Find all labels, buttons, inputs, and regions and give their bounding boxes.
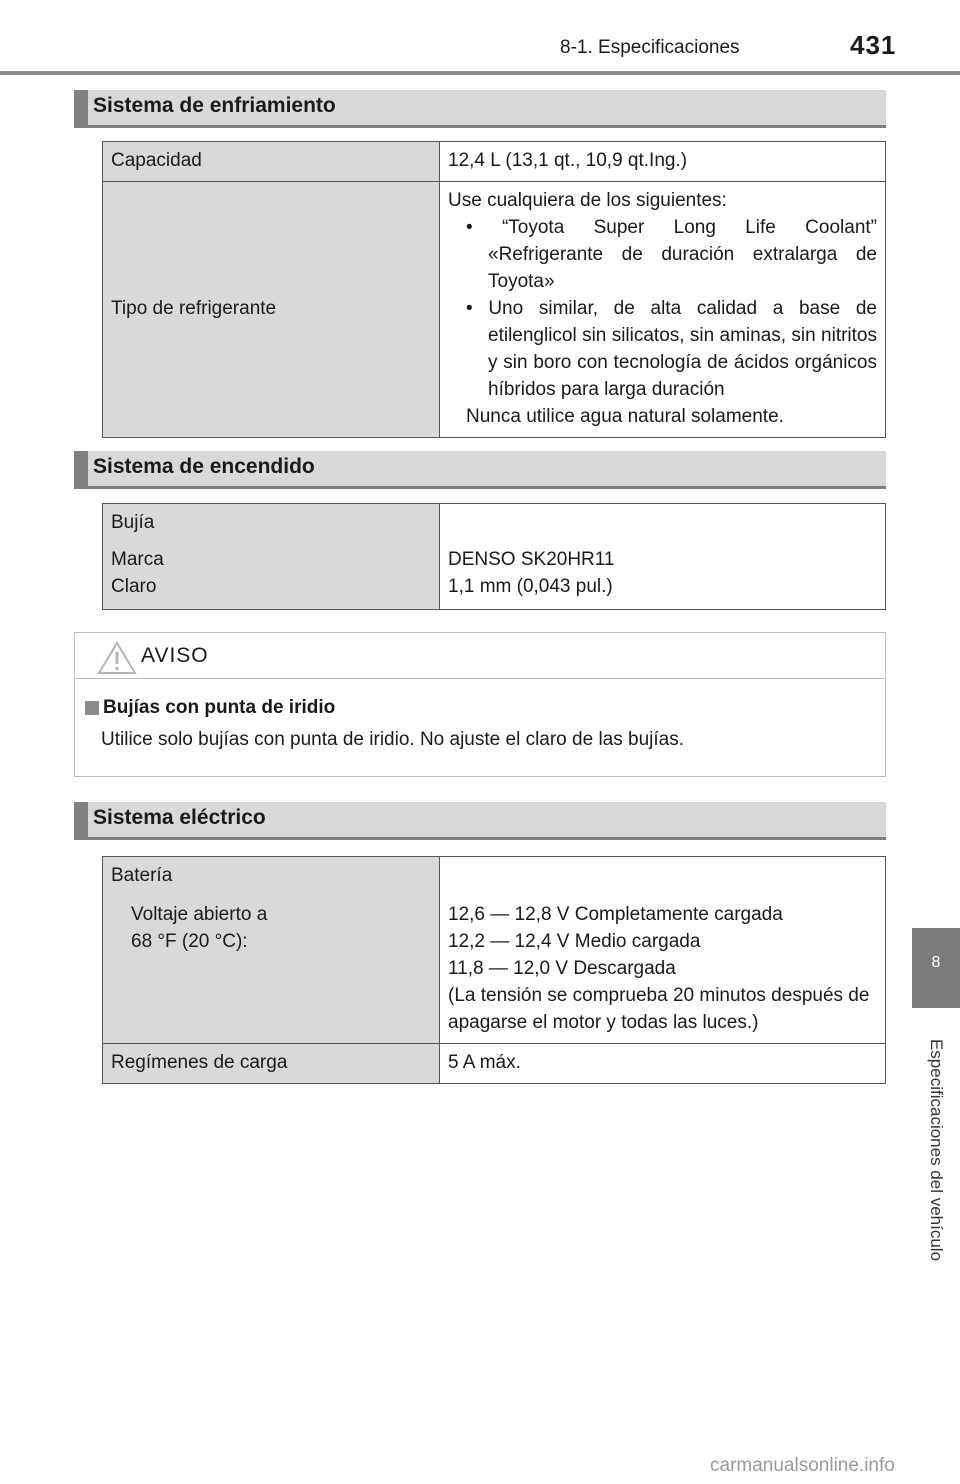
battery-cell	[103, 857, 440, 1044]
voltage-label-1: Voltaje abierto a	[131, 904, 268, 925]
voltage-line-1: 12,6 — 12,8 V Completamente cargada	[448, 904, 783, 925]
spark-plug-label: Bujía	[111, 512, 155, 533]
ignition-heading	[74, 451, 886, 489]
table-row	[103, 504, 886, 610]
warning-title: AVISO	[141, 644, 209, 667]
voltage-line-3: 11,8 — 12,0 V Descargada	[448, 958, 676, 979]
chapter-title: Especificaciones del vehículo	[927, 1038, 946, 1262]
gap-value: 1,1 mm (0,043 pul.)	[448, 576, 613, 597]
brand-value: DENSO SK20HR11	[448, 549, 615, 570]
coolant-note: Nunca utilice agua natural solamente.	[466, 406, 784, 427]
cooling-heading-text: Sistema de enfriamiento	[93, 94, 336, 117]
coolant-intro: Use cualquiera de los siguientes:	[448, 190, 727, 211]
watermark: carmanualsonline.info	[710, 1455, 895, 1476]
ignition-heading-text: Sistema de encendido	[93, 455, 315, 478]
warning-text: Utilice solo bujías con punta de iridio. No ajuste el claro de las bujías.	[101, 729, 684, 750]
header-rule	[0, 71, 960, 75]
warning-triangle-icon	[97, 641, 137, 675]
capacity-label: Capacidad	[103, 142, 440, 182]
electrical-table	[102, 856, 886, 1084]
gap-label: Claro	[111, 576, 157, 597]
coolant-option-2: • Uno similar, de alta calidad a base de etilenglicol sin silicatos, sin aminas, sin nitritos y sin boro con tecnología de ácidos orgánicos híbridos para larga duración	[466, 298, 877, 400]
battery-label: Batería	[111, 865, 173, 886]
battery-values	[440, 857, 886, 1044]
warning-box	[74, 632, 886, 777]
cooling-table	[102, 141, 886, 438]
table-row	[103, 142, 886, 182]
electrical-heading-text: Sistema eléctrico	[93, 806, 266, 829]
warning-header	[75, 633, 885, 679]
coolant-option-1: • “Toyota Super Long Life Coolant” «Refrigerante de duración extralarga de Toyota»	[466, 217, 877, 292]
chapter-number: 8	[931, 954, 941, 971]
cooling-heading	[74, 90, 886, 128]
electrical-heading	[74, 802, 886, 840]
coolant-value	[440, 182, 886, 438]
spark-plug-cell	[103, 504, 440, 610]
table-row	[103, 1044, 886, 1084]
spark-plug-values	[440, 504, 886, 610]
capacity-value: 12,4 L (13,1 qt., 10,9 qt.Ing.)	[440, 142, 886, 182]
table-row	[103, 857, 886, 1044]
table-row	[103, 182, 886, 438]
warning-subtitle: Bujías con punta de iridio	[103, 697, 336, 718]
voltage-line-2: 12,2 — 12,4 V Medio cargada	[448, 931, 701, 952]
voltage-label-2: 68 °F (20 °C):	[131, 931, 248, 952]
square-bullet-icon	[85, 701, 99, 715]
coolant-label: Tipo de refrigerante	[103, 182, 440, 438]
section-title: 8-1. Especificaciones	[560, 37, 740, 58]
ignition-table	[102, 503, 886, 610]
voltage-note: (La tensión se comprueba 20 minutos después de apagarse el motor y todas las luces.)	[448, 985, 870, 1033]
page-number: 431	[850, 30, 897, 60]
brand-label: Marca	[111, 549, 164, 570]
page-header	[0, 0, 960, 74]
charge-value: 5 A máx.	[440, 1044, 886, 1084]
chapter-tab	[912, 928, 960, 1008]
charge-label: Regímenes de carga	[103, 1044, 440, 1084]
